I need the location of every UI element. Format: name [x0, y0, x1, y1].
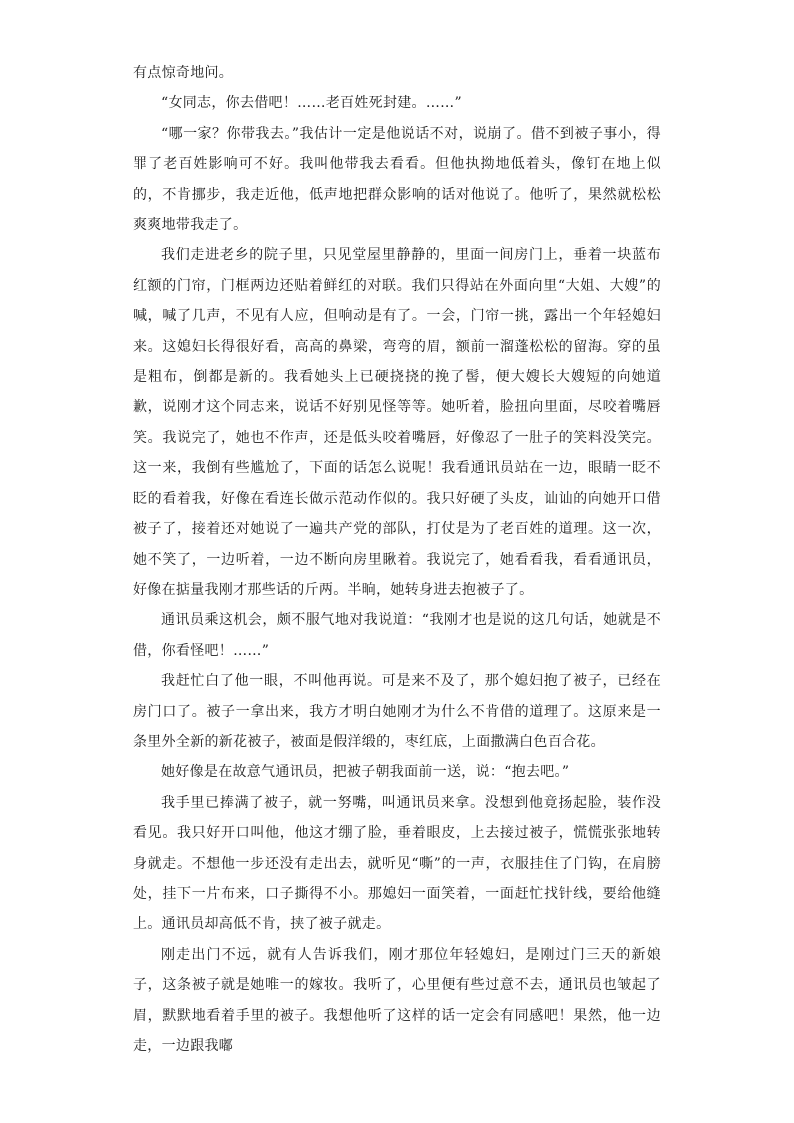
paragraph-1: 有点惊奇地问。 [133, 65, 234, 81]
paragraph-4: 我们走进老乡的院子里，只见堂屋里静静的，里面一间房门上，垂着一块蓝布红额的门帘，门框两边还贴着鲜红的对联。我们只得站在外面向里“大姐、大嫂”的喊，喊了几声，不见有人应，但响动是有了。一会，门帘一挑，露出一个年轻媳妇来。这媳妇长得很好看，高高的鼻梁，弯弯的眉，额前一溜蓬松松的留海。穿的虽是粗布，倒都是新的。我看她头上已硬挠挠的挽了髻，便大嫂长大嫂短的向她道歉，说刚才这个同志来，说话不好别见怪等等。她听着，脸扭向里面，尽咬着嘴唇笑。我说完了，她也不作声，还是低头咬着嘴唇，好像忍了一肚子的笑料没笑完。这一来，我倒有些尴尬了，下面的话怎么说呢！我看通讯员站在一边，眼睛一眨不眨的看着我，好像在看连长做示范动作似的。我只好硬了头皮，讪讪的向她开口借被子了，接着还对她说了一遍共产党的部队，打仗是为了老百姓的道理。这一次，她不笑了，一边听着，一边不断向房里瞅着。我说完了，她看看我，看看通讯员，好像在掂量我刚才那些话的斤两。半晌，她转身进去抱被子了。 [133, 247, 661, 598]
paragraph-7: 她好像是在故意气通讯员，把被子朝我面前一送，说：“抱去吧。” [161, 764, 570, 781]
paragraph-3: “哪一家？你带我去。”我估计一定是他说话不对，说崩了。借不到被子事小，得罪了老百姓影响可不好。我叫他带我去看看。但他执拗地低着头，像钉在地上似的，不肯挪步，我走近他，低声地把群众影响的话对他说了。他听了，果然就松松爽爽地带我走了。 [133, 125, 661, 234]
paragraph-5: 通讯员乘这机会，颇不服气地对我说道：“我刚才也是说的这几句话，她就是不借，你看怪吧！……” [133, 612, 661, 659]
paragraph-8: 我手里已捧满了被子，就一努嘴，叫通讯员来拿。没想到他竟扬起脸，装作没看见。我只好开口叫他，他这才绷了脸，垂着眼皮，上去接过被子，慌慌张张地转身就走。不想他一步还没有走出去，就听见“嘶”的一声，衣服挂住了门钩，在肩膀处，挂下一片布来，口子撕得不小。那媳妇一面笑着，一面赶忙找针线，要给他缝上。通讯员却高低不肯，挟了被子就走。 [133, 794, 661, 933]
paragraph-2: “女同志，你去借吧！……老百姓死封建。……” [161, 95, 462, 112]
body-text [133, 58, 661, 1061]
paragraph-9: 刚走出门不远，就有人告诉我们，刚才那位年轻媳妇，是刚过门三天的新娘子，这条被子就是她唯一的嫁妆。我听了，心里便有些过意不去，通讯员也皱起了眉，默默地看着手里的被子。我想他听了这样的话一定会有同感吧！果然，他一边走，一边跟我嘟 [133, 946, 661, 1054]
paragraph-6: 我赶忙白了他一眼，不叫他再说。可是来不及了，那个媳妇抱了被子，已经在房门口了。被子一拿出来，我方才明白她刚才为什么不肯借的道理了。这原来是一条里外全新的新花被子，被面是假洋缎的，枣红底，上面撒满白色百合花。 [133, 673, 661, 750]
